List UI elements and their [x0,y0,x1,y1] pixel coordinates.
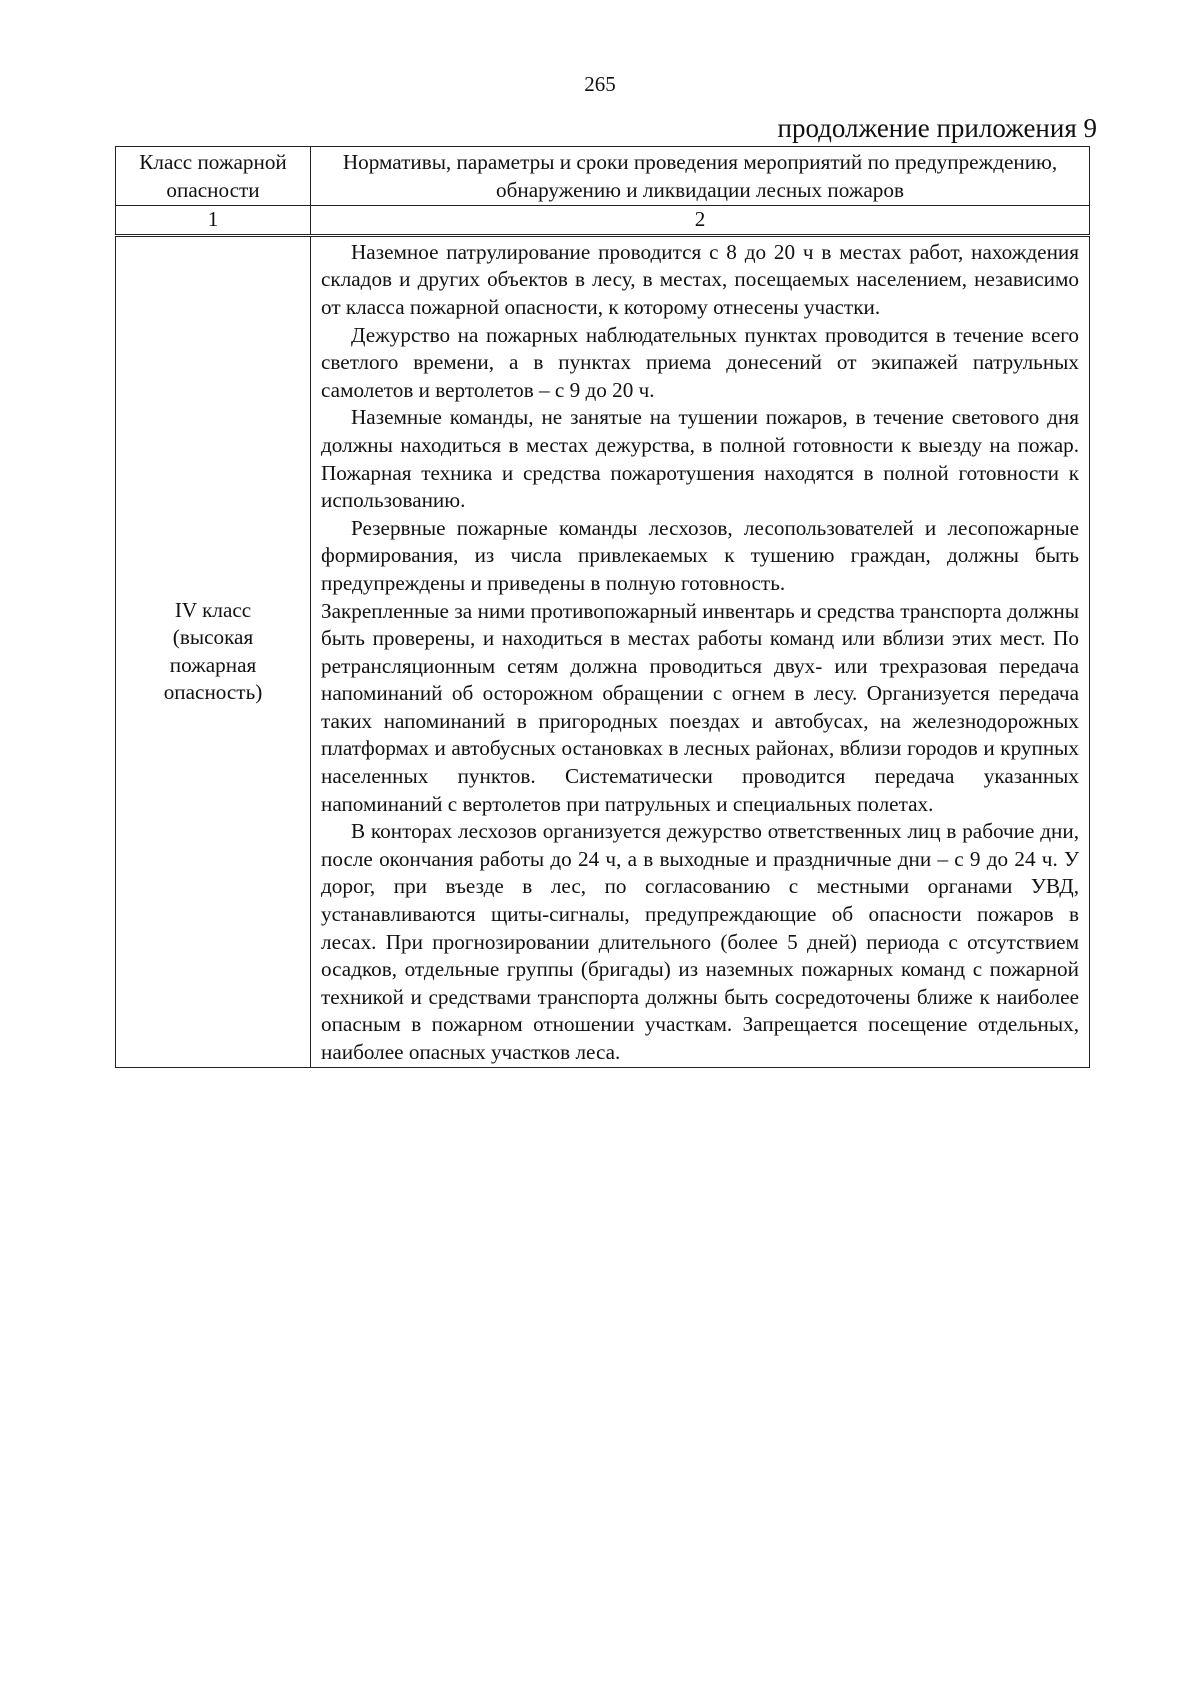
column-number-1: 1 [116,206,311,236]
paragraph-offices: В конторах лесхозов организуется дежурство ответственных лиц в рабочие дни, после окончания работы до 24 ч, а в выходные и праздничные дни – с 9 до 24 ч. У дорог, при въезде в лес, по согласованию с местными органами УВД, устанавливаются щиты-сигналы, предупреждающие об опасности пожаров в лесах. При прогнозировании длительного (более 5 дней) периода с отсутствием осадков, отдельные группы (бригады) из наземных пожарных команд с пожарной техникой и средствами транспорта должны быть сосредоточены ближе к наиболее опасным в пожарном отношении участкам. Запрещается посещение отдельных, наиболее опасных участков леса. [321,819,1079,1064]
column-number-row [116,206,1090,236]
paragraph-equipment: Закрепленные за ними противопожарный инвентарь и средства транспорта должны быть проверены, и находиться в местах работы команд или вблизи этих мест. По ретрансляционным сетям должна проводиться двух- или трехразовая передача напоминаний об осторожном обращении с огнем в лесу. Организуется передача таких напоминаний в пригородных поездах и автобусах, на железнодорожных платформах и автобусных остановках в лесных районах, вблизи городов и крупных населенных пунктов. Систематически проводится передача указанных напоминаний с вертолетов при патрульных и специальных полетах. [321,598,1079,816]
fire-class-line: IV класс [174,597,252,622]
paragraph-ground-teams: Наземные команды, не занятые на тушении пожаров, в течение светового дня должны находиться в местах дежурства, в полной готовности к выезду на пожар. Пожарная техника и средства пожаротушения находятся в полной готовности к использованию. [321,405,1079,513]
measures-cell [311,235,1090,1067]
fire-class-line: (высокая [172,625,254,650]
table-header-row [116,147,1090,206]
paragraph-patrol: Наземное патрулирование проводится с 8 до 20 ч в местах работ, нахождения складов и других объектов в лесу, в местах, посещаемых населением, независимо от класса пожарной опасности, к которому отнесены участки. [321,239,1079,319]
paragraph-reserve-teams: Резервные пожарные команды лесхозов, лесопользователей и лесопожарные формирования, из числа привлекаемых к тушению граждан, должны быть предупреждены и приведены в полную готовность. [321,515,1079,595]
paragraph-duty: Дежурство на пожарных наблюдательных пунктах проводится в течение всего светлого времени, а в пунктах приема донесений от экипажей патрульных самолетов и вертолетов – с 9 до 20 ч. [321,322,1079,402]
header-fire-class: Класс пожарной опасности [116,147,311,206]
column-number-2: 2 [311,206,1090,236]
fire-class-line: пожарная [169,652,257,677]
fire-class-cell [116,235,311,1067]
regulations-table [115,146,1090,1068]
page-number: 265 [584,72,616,96]
fire-class-line: опасность) [163,680,263,705]
table-row [116,235,1090,1067]
header-norms: Нормативы, параметры и сроки проведения мероприятий по предупреждению, обнаружению и ликвидации лесных пожаров [311,147,1090,206]
appendix-label: продолжение приложения 9 [777,113,1097,143]
